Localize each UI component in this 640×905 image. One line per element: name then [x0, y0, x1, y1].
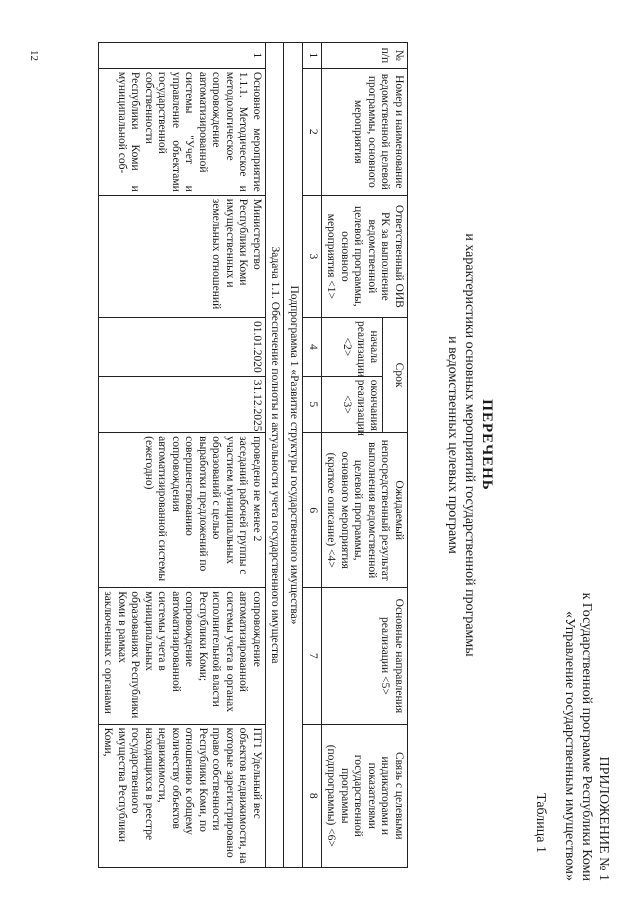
header-col-end: окончания реализации <3> — [322, 376, 383, 432]
subprogram-title: Подпрограмма 1 «Развитие структуры государственного имущества» — [284, 43, 303, 868]
subprogram-row — [284, 43, 303, 868]
task-title: Задача 1.1. Обеспечение полноты и актуальности учета государственного имущества — [266, 43, 285, 868]
appendix-line3: «Управление государственным имуществом» — [562, 611, 577, 881]
column-number: 8 — [303, 724, 322, 867]
column-number: 7 — [303, 588, 322, 724]
header-col-directions: Основные направления реализации <5> — [322, 588, 408, 724]
column-number: 4 — [303, 317, 322, 376]
column-number: 6 — [303, 433, 322, 588]
implementation-directions: сопровождение автоматизированной системы учета в органах исполнительной власти Республики Коми; сопровождение автоматизированной системы учета в муниципальных образованиях Республики Коми в рамках заключенных с органами — [99, 588, 266, 724]
column-number: 2 — [303, 68, 322, 195]
appendix-line2: к Государственной программе Республики Коми — [579, 592, 594, 881]
header-col-number: № п/п — [322, 43, 408, 69]
heading-line3: и ведомственных целевых программ — [445, 336, 460, 554]
header-col-start: начала реализации <2> — [322, 317, 383, 376]
table-row — [99, 43, 266, 868]
page-number: 12 — [28, 50, 40, 61]
header-col-result: Ожидаемый непосредственный результат выполнения ведомственной целевой программы, основного мероприятия (краткое описание) <4> — [322, 433, 408, 588]
responsible-body: Министерство Республики Коми имущественных и земельных отношений — [99, 195, 266, 317]
indicator-link: ПТ1 Удельный вес объектов недвижимости, на которые зарегистрировано право собственности Республики Коми, по отношению к общему количеству объектов недвижимости, находящихся в реестре государственного имущества Республики Коми, — [99, 724, 266, 867]
header-col-indicators: Связь с целевыми индикаторами и показателями государственной программы (подпрограммы) <6> — [322, 724, 408, 867]
column-number: 5 — [303, 376, 322, 432]
table-label: Таблица 1 — [533, 793, 548, 853]
start-date: 01.01.2020 — [99, 317, 266, 376]
measure-name: Основное мероприятие 1.1.1. Методическое и методологическое сопровождение автоматизированной системы "Учет и управление объектами государственной собственности Республики Коми и муниципальной соб- — [99, 68, 266, 195]
appendix-block — [561, 521, 612, 881]
header-row-1 — [383, 43, 408, 868]
column-number: 1 — [303, 43, 322, 69]
row-number: 1 — [99, 43, 266, 69]
header-col-responsible: Ответственный ОИВ РК за выполнение ведомственной целевой программы, основного мероприятия <1> — [322, 195, 408, 317]
end-date: 31.12.2025 — [99, 376, 266, 432]
heading-line2: и характеристики основных мероприятий государственной программы — [462, 233, 477, 657]
document-heading — [444, 230, 495, 660]
expected-result: проведено не менее 2 заседаний рабочей группы с участием муниципальных образований с целью выработки предложений по совершенствованию сопровождения автоматизированной системы (ежегодно) — [99, 433, 266, 588]
task-row — [266, 43, 285, 868]
column-number: 3 — [303, 195, 322, 317]
heading-title: ПЕРЕЧЕНЬ — [479, 399, 495, 491]
header-col-name: Номер и наименование ведомственной целевой программы, основного мероприятия — [322, 68, 408, 195]
column-number-row — [303, 43, 322, 868]
appendix-title: ПРИЛОЖЕНИЕ № 1 — [596, 756, 611, 881]
measures-table — [98, 42, 408, 868]
header-col-term: Срок — [383, 317, 408, 432]
